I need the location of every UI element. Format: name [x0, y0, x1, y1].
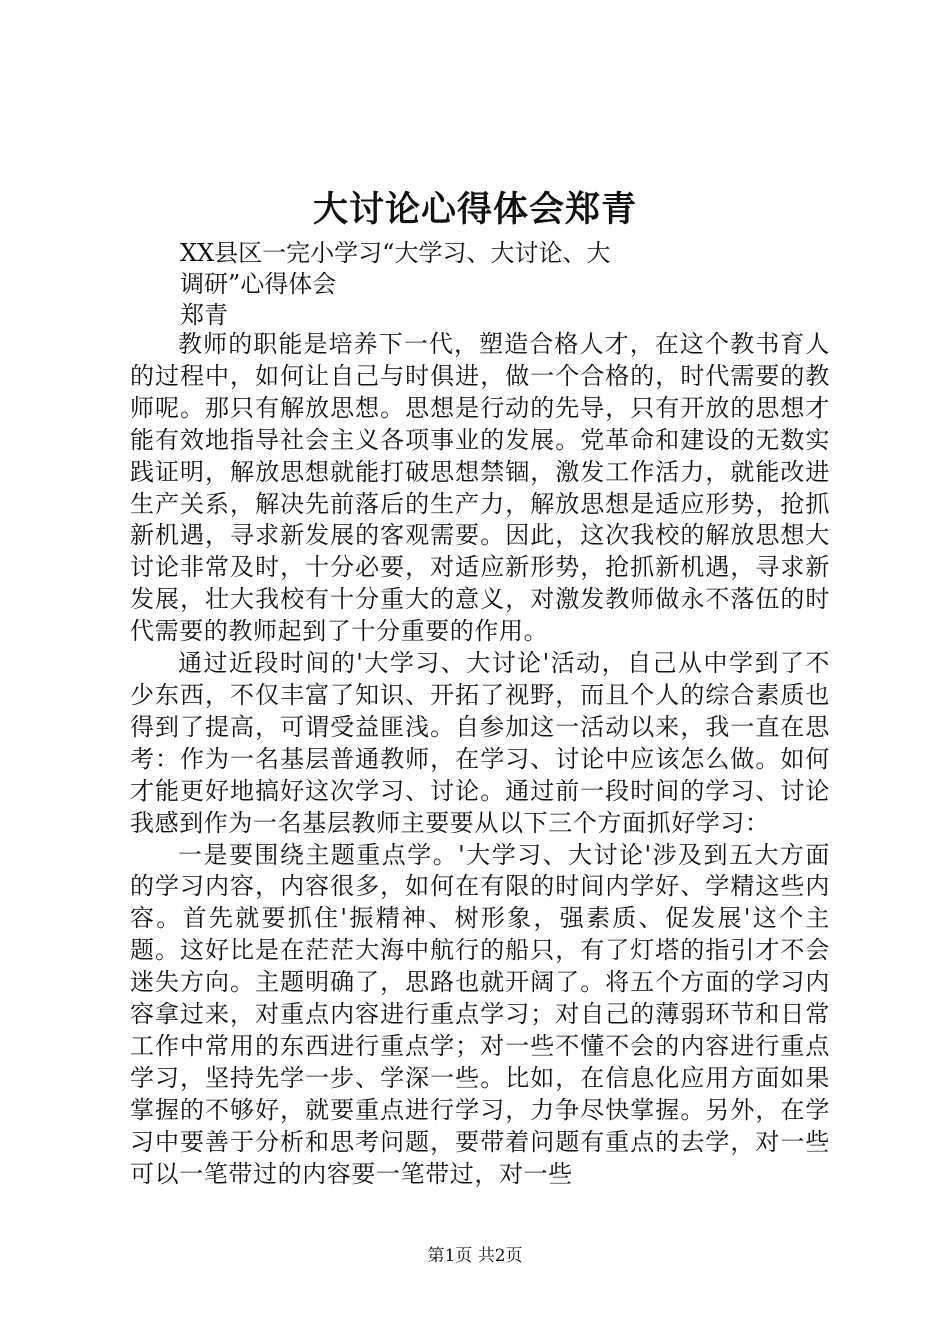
page-number-footer: 第1页 共2页 — [427, 1246, 523, 1266]
document-title: 大讨论心得体会郑青 — [312, 189, 637, 230]
subtitle-line-1: XX县区一完小学习“大学习、大讨论、大 — [180, 239, 611, 267]
document-body — [130, 329, 830, 1190]
paragraph: 教师的职能是培养下一代，塑造合格人才，在这个教书育人的过程中，如何让自己与时俱进，做一个合格的，时代需要的教师呢。那只有解放思想。思想是行动的先导，只有开放的思想才能有效地指导社会主义各项事业的发展。党革命和建设的无数实践证明，解放思想就能打破思想禁锢，激发工作活力，就能改进生产关系，解决先前落后的生产力，解放思想是适应形势，抢抓新机遇，寻求新发展的客观需要。因此，这次我校的解放思想大讨论非常及时，十分必要，对适应新形势，抢抓新机遇，寻求新发展，壮大我校有十分重大的意义，对激发教师做永不落伍的时代需要的教师起到了十分重要的作用。 — [130, 330, 830, 646]
author-name: 郑青 — [180, 301, 228, 329]
subtitle-line-2: 调研”心得体会 — [180, 270, 337, 298]
paragraph: 通过近段时间的'大学习、大讨论'活动，自己从中学到了不少东西，不仅丰富了知识、开拓了视野，而且个人的综合素质也得到了提高，可谓受益匪浅。自参加这一活动以来，我一直在思考：作为一名基层普通教师，在学习、讨论中应该怎么做。如何才能更好地搞好这次学习、讨论。通过前一段时间的学习、讨论我感到作为一名基层教师主要要从以下三个方面抓好学习： — [130, 649, 830, 837]
paragraph: 一是要围绕主题重点学。'大学习、大讨论'涉及到五大方面的学习内容，内容很多，如何在有限的时间内学好、学精这些内容。首先就要抓住'振精神、树形象，强素质、促发展'这个主题。这好比是在茫茫大海中航行的船只，有了灯塔的指引才不会迷失方向。主题明确了，思路也就开阔了。将五个方面的学习内容拿过来，对重点内容进行重点学习；对自己的薄弱环节和日常工作中常用的东西进行重点学；对一些不懂不会的内容进行重点学习，坚持先学一步、学深一些。比如，在信息化应用方面如果掌握的不够好，就要重点进行学习，力争尽快掌握。另外，在学习中要善于分析和思考问题，要带着问题有重点的去学，对一些可以一笔带过的内容要一笔带过，对一些 — [130, 840, 830, 1188]
document-header — [180, 238, 660, 331]
